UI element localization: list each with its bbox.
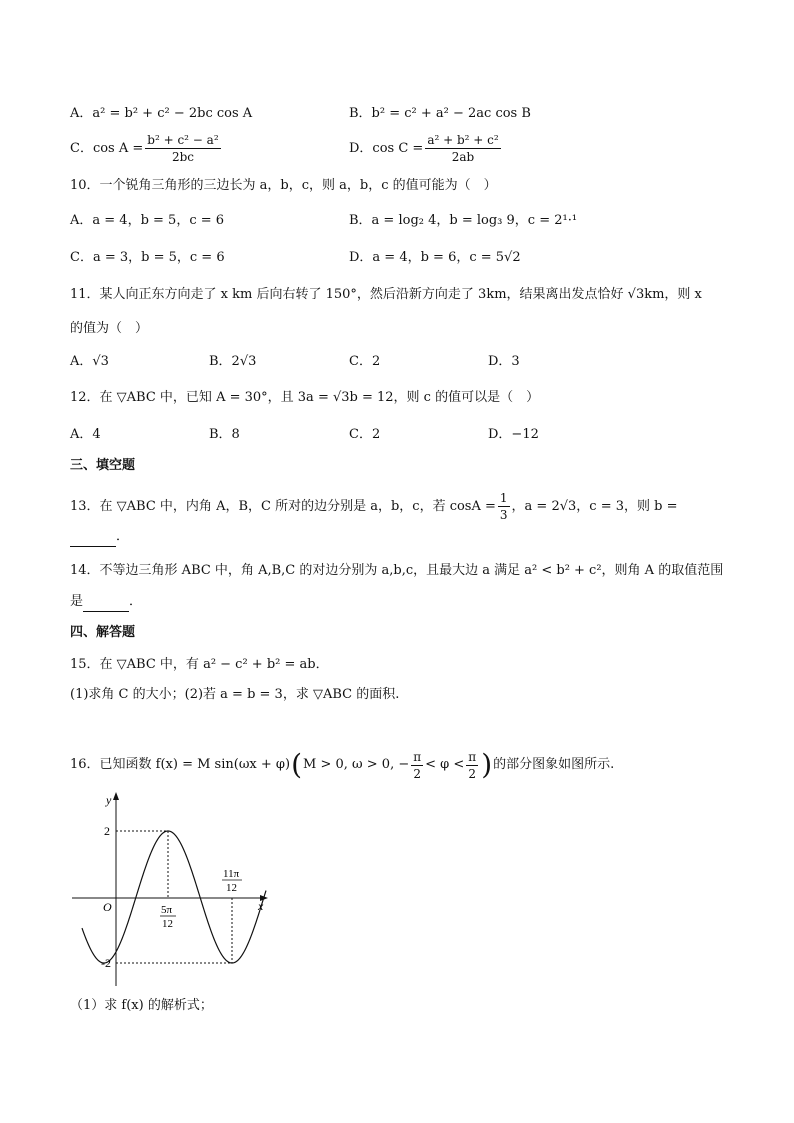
- q11-option-c: C．2: [349, 354, 381, 369]
- q10-option-a: A．a = 4，b = 5，c = 6: [70, 213, 225, 228]
- q9-option-c-label: C．cos A =: [70, 140, 144, 156]
- tick-11pi-numerator: 11π: [223, 868, 240, 880]
- tick-11pi-denominator: 12: [226, 882, 237, 894]
- q13-end: ．: [116, 529, 130, 544]
- fraction-denominator: 2: [413, 766, 422, 781]
- q13-answer-line: [70, 527, 129, 547]
- fraction-denominator: 2bc: [171, 150, 194, 164]
- y-axis-arrow: [113, 792, 119, 800]
- fraction-numerator: π: [413, 749, 422, 764]
- q16-fraction-lower: [411, 749, 423, 782]
- q14-answer-blank[interactable]: [83, 597, 129, 612]
- q16-inequality: < φ <: [425, 757, 465, 772]
- y-max-label: 2: [104, 824, 110, 838]
- q9-option-c: [70, 132, 223, 165]
- q10-stem: 10．一个锐角三角形的三边长为 a，b，c，则 a，b，c 的值可能为（ ）: [70, 178, 497, 193]
- left-paren: (: [291, 748, 303, 781]
- q14-stem-post: ．: [129, 594, 143, 609]
- origin-label: O: [103, 900, 112, 914]
- q14-stem-line1: 14．不等边三角形 ABC 中，角 A,B,C 的对边分别为 a,b,c，且最大边 a 满足 a² < b² + c²，则角 A 的取值范围: [70, 563, 724, 578]
- q9-option-d: [349, 132, 503, 165]
- fraction-denominator: 2: [468, 766, 477, 781]
- q11-option-a: A．√3: [70, 354, 109, 369]
- q13-stem-part2: ，a = 2√3，c = 3，则 b =: [511, 498, 678, 514]
- q16-stem: [70, 748, 615, 781]
- sine-graph: [68, 790, 278, 990]
- q16-stem-part2: 的部分图象如图所示.: [493, 757, 615, 772]
- fraction-numerator: b² + c² − a²: [147, 133, 219, 147]
- fraction-numerator: 1: [499, 491, 508, 505]
- q12-option-c: C．2: [349, 427, 381, 442]
- q16-fraction-upper: [466, 749, 478, 782]
- fraction-numerator: π: [468, 749, 477, 764]
- q15-parts: (1)求角 C 的大小；(2)若 a = b = 3，求 ▽ABC 的面积.: [70, 687, 400, 702]
- tick-5pi-denominator: 12: [162, 918, 173, 930]
- q10-option-c: C．a = 3，b = 5，c = 6: [70, 250, 225, 265]
- q14-stem-pre: 是: [70, 594, 84, 609]
- y-axis-label: y: [106, 793, 112, 807]
- q12-option-a: A．4: [70, 427, 101, 442]
- section-heading-solutions: 四、解答题: [70, 625, 136, 640]
- fraction-denominator: 3: [499, 508, 508, 522]
- q12-stem: 12．在 ▽ABC 中，已知 A = 30°，且 3a = √3b = 12，则 c 的值可以是（ ）: [70, 390, 540, 405]
- q10-option-d: D．a = 4，b = 6，c = 5√2: [349, 250, 521, 265]
- fraction-numerator: a² + b² + c²: [427, 133, 499, 147]
- q12-option-b: B．8: [209, 427, 240, 442]
- q12-option-d: D．−12: [488, 427, 539, 442]
- fraction-denominator: 2ab: [451, 150, 475, 164]
- q15-stem: 15．在 ▽ABC 中，有 a² − c² + b² = ab．: [70, 657, 329, 672]
- q13-answer-blank[interactable]: [70, 532, 116, 547]
- q13-stem: [70, 490, 677, 523]
- q16-condition: M > 0, ω > 0, −: [303, 757, 410, 772]
- q13-stem-part1: 13．在 ▽ABC 中，内角 A，B，C 所对的边分别是 a，b，c，若 cosA =: [70, 498, 496, 514]
- q10-option-b: B．a = log₂ 4，b = log₃ 9，c = 2¹·¹: [349, 213, 578, 228]
- q9-option-a: A．a² = b² + c² − 2bc cos A: [70, 106, 253, 121]
- q14-stem-line2: [70, 592, 142, 612]
- q9-option-b: B．b² = c² + a² − 2ac cos B: [349, 106, 531, 121]
- sine-curve: [82, 831, 266, 963]
- right-paren: ): [481, 748, 493, 781]
- q11-option-b: B．2√3: [209, 354, 257, 369]
- q9-option-d-fraction: [425, 132, 500, 165]
- section-heading-fill-in: 三、填空题: [70, 458, 136, 473]
- q11-stem-line1: 11．某人向正东方向走了 x km 后向右转了 150°，然后沿新方向走了 3km，结果离出发点恰好 √3km，则 x: [70, 287, 702, 302]
- q16-stem-part1: 16．已知函数 f(x) = M sin(ωx + φ): [70, 757, 291, 772]
- q9-option-c-fraction: [145, 132, 220, 165]
- q11-option-d: D．3: [488, 354, 520, 369]
- q13-fraction: [498, 490, 510, 523]
- x-axis-label: x: [258, 899, 264, 913]
- q9-option-d-label: D．cos C =: [349, 140, 424, 156]
- tick-5pi-numerator: 5π: [161, 904, 173, 916]
- q16-part1: （1）求 f(x) 的解析式；: [70, 998, 213, 1013]
- y-min-label: -2: [101, 956, 111, 970]
- q11-stem-line2: 的值为（ ）: [70, 321, 149, 336]
